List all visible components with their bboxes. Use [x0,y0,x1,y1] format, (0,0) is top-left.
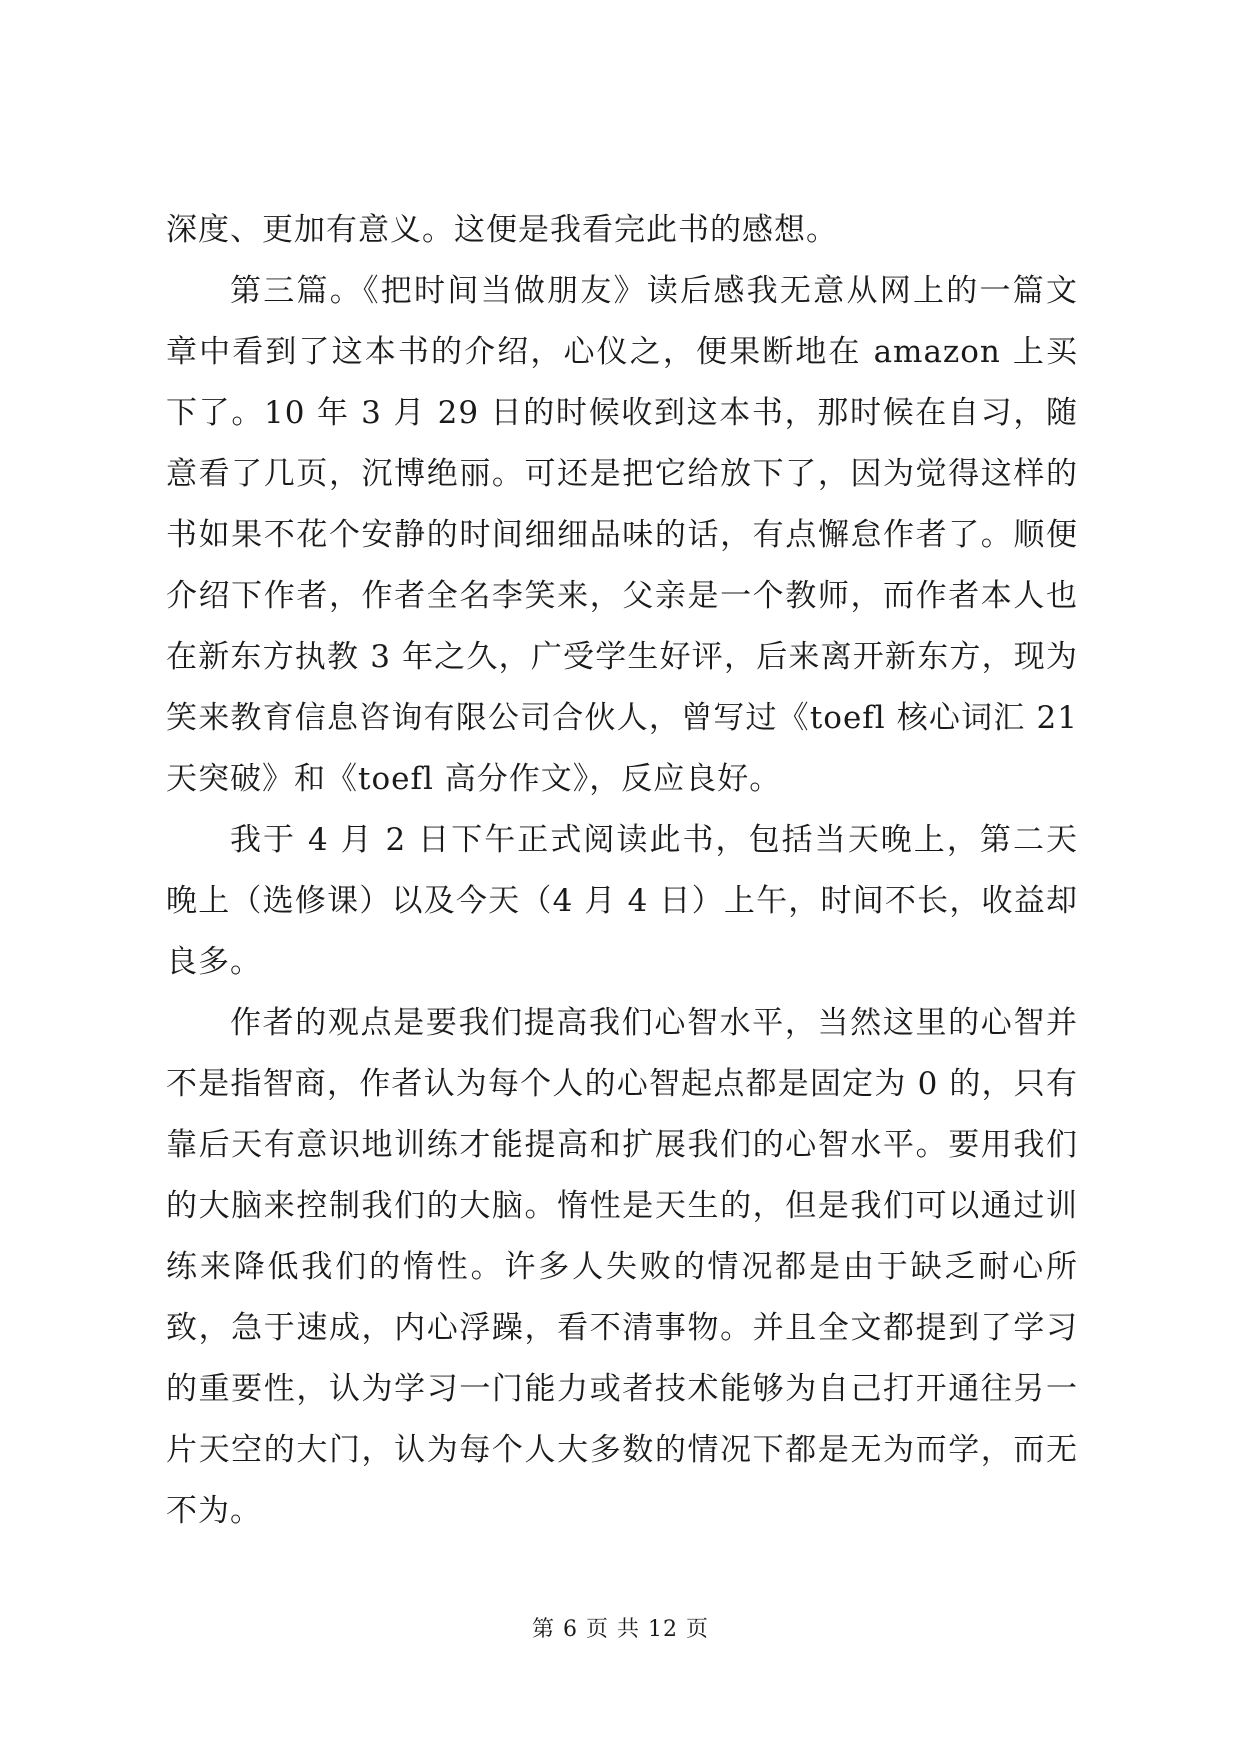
paragraph-book-intro: 第三篇。《把时间当做朋友》读后感我无意从网上的一篇文章中看到了这本书的介绍，心仪之，便果断地在 amazon 上买下了。10 年 3 月 29 日的时候收到这本书，那时候在自习，随意看了几页，沉博绝丽。可还是把它给放下了，因为觉得这样的书如果不花个安静的时间细细品味的话，有点懈怠作者了。顺便介绍下作者，作者全名李笑来，父亲是一个教师，而作者本人也在新东方执教 3 年之久，广受学生好评，后来离开新东方，现为笑来教育信息咨询有限公司合伙人，曾写过《toefl 核心词汇 21 天突破》和《toefl 高分作文》，反应良好。 [166,273,1078,797]
page-footer: 第 6 页 共 12 页 [532,1617,709,1642]
paragraph-reading-schedule: 我于 4 月 2 日下午正式阅读此书，包括当天晚上，第二天晚上（选修课）以及今天（4 月 4 日）上午，时间不长，收益却良多。 [166,822,1078,980]
paragraph-author-viewpoint: 作者的观点是要我们提高我们心智水平，当然这里的心智并不是指智商，作者认为每个人的心智起点都是固定为 0 的，只有靠后天有意识地训练才能提高和扩展我们的心智水平。要用我们的大脑来控制我们的大脑。惰性是天生的，但是我们可以通过训练来降低我们的惰性。许多人失败的情况都是由于缺乏耐心所致，急于速成，内心浮躁，看不清事物。并且全文都提到了学习的重要性，认为学习一门能力或者技术能够为自己打开通往另一片天空的大门，认为每个人大多数的情况下都是无为而学，而无不为。 [166,1005,1078,1529]
document-body [166,200,1078,1542]
paragraph-continuation: 深度、更加有意义。这便是我看完此书的感想。 [166,212,838,248]
